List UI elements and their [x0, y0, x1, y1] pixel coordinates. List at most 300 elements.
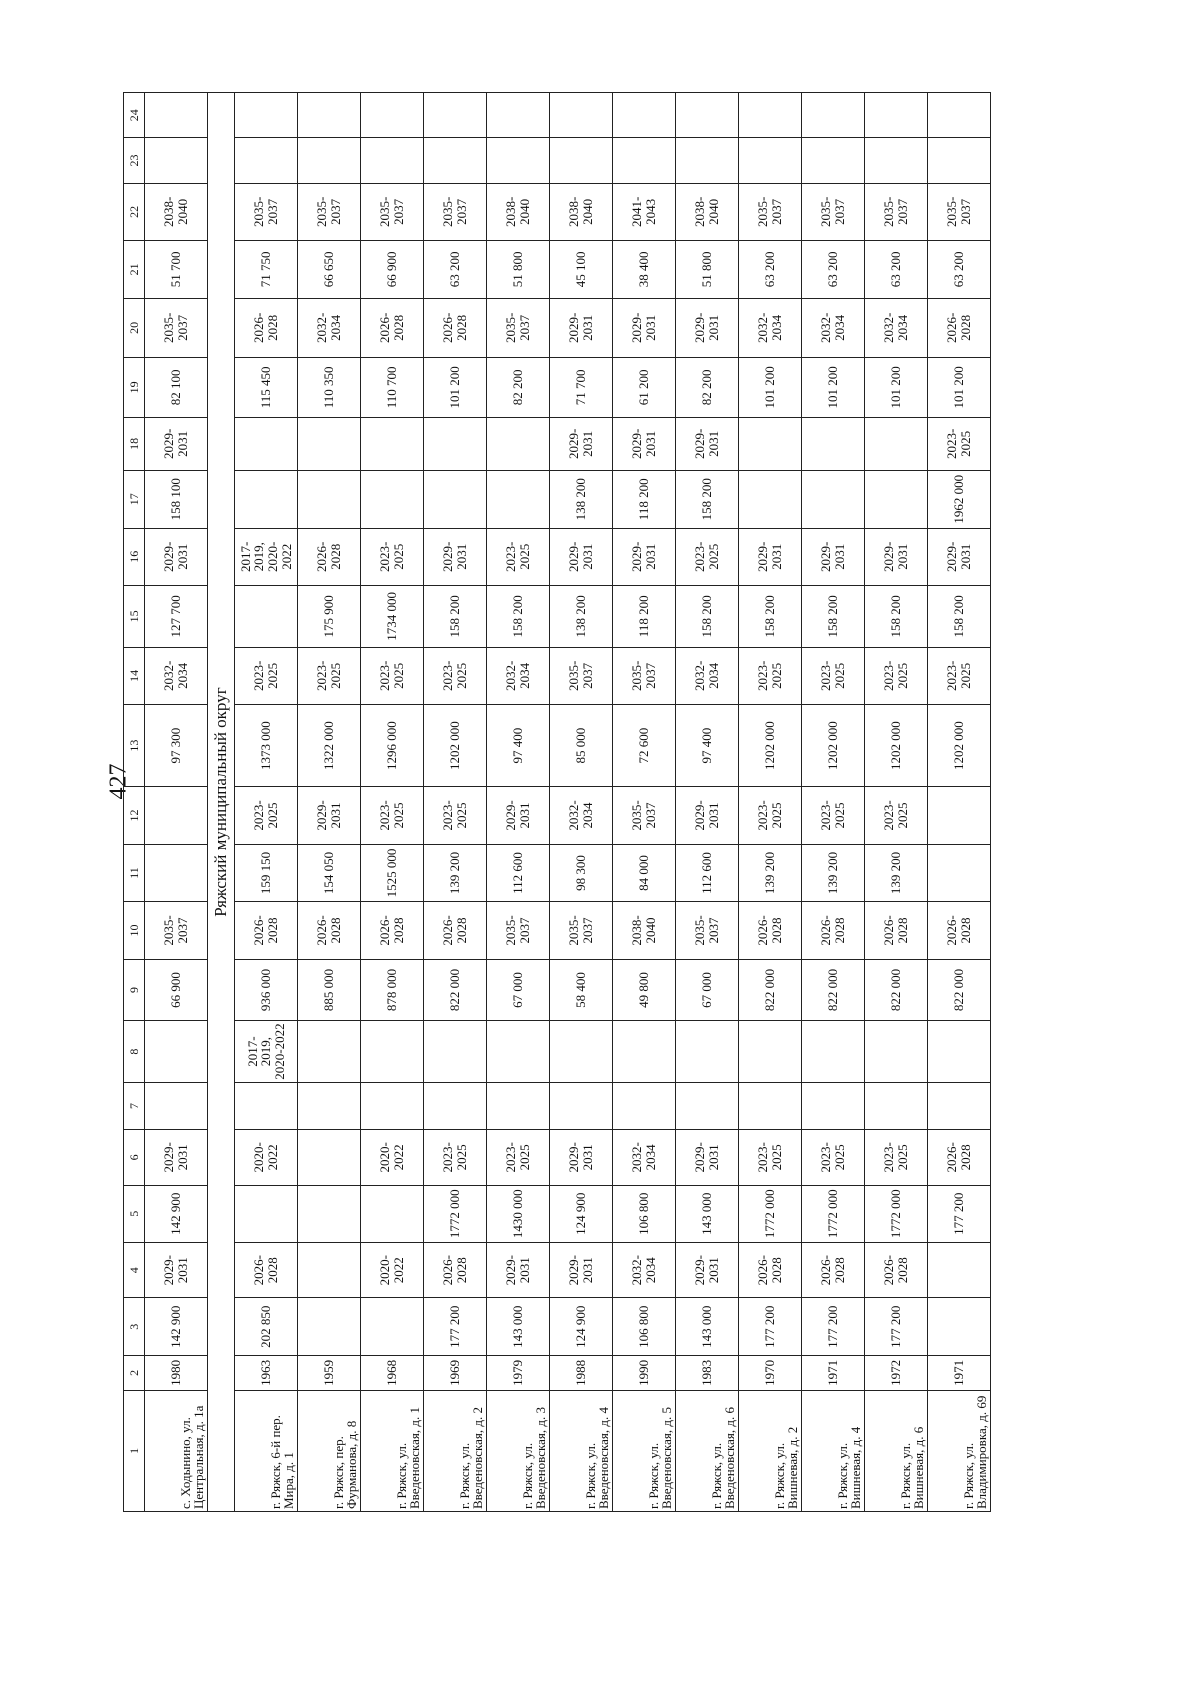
table-cell-col-19: 82 100	[145, 358, 208, 418]
table-cell-col-22: 2035-2037	[361, 183, 424, 240]
table-cell-col-14: 2023-2025	[865, 647, 928, 704]
table-cell-col-12	[928, 787, 991, 844]
table-cell-col-10: 2026-2028	[928, 902, 991, 959]
table-cell-col-23	[235, 138, 298, 183]
table-cell-col-17: 1962 000	[928, 471, 991, 528]
table-cell-col-16: 2026-2028	[298, 528, 361, 585]
table-cell-col-18	[298, 417, 361, 470]
table-cell-col-17	[487, 471, 550, 528]
table-cell-col-19: 110 700	[361, 358, 424, 418]
table-cell-col-8	[145, 1021, 208, 1083]
table-cell-col-19: 61 200	[613, 358, 676, 418]
column-number-22: 22	[124, 183, 145, 240]
table-cell-col-23	[145, 138, 208, 183]
column-number-5: 5	[124, 1185, 145, 1242]
table-cell-col-23	[865, 138, 928, 183]
table-cell-col-4: 2029-2031	[487, 1243, 550, 1298]
table-cell-col-2: 1980	[145, 1355, 208, 1390]
table-cell-col-21: 51 800	[676, 241, 739, 298]
table-cell-col-10: 2026-2028	[739, 902, 802, 959]
table-cell-col-2: 1968	[361, 1355, 424, 1390]
address-cell: г. Ряжск, ул. Введеновская, д. 3	[487, 1390, 550, 1511]
table-cell-col-24	[739, 93, 802, 138]
table-cell-col-11	[145, 844, 208, 901]
table-cell-col-16: 2029-2031	[613, 528, 676, 585]
table-cell-col-24	[928, 93, 991, 138]
table-cell-col-4	[298, 1243, 361, 1298]
table-cell-col-9: 66 900	[145, 959, 208, 1021]
table-cell-col-5	[235, 1185, 298, 1242]
table-cell-col-13: 97 400	[676, 705, 739, 787]
table-cell-col-5	[298, 1185, 361, 1242]
table-cell-col-3: 177 200	[424, 1298, 487, 1355]
table-cell-col-14: 2023-2025	[235, 647, 298, 704]
table-cell-col-17	[865, 471, 928, 528]
table-cell-col-14: 2032-2034	[487, 647, 550, 704]
table-cell-col-5: 142 900	[145, 1185, 208, 1242]
table-cell-col-3	[361, 1298, 424, 1355]
table-cell-col-6: 2029-2031	[676, 1130, 739, 1185]
column-number-10: 10	[124, 902, 145, 959]
table-cell-col-15: 118 200	[613, 586, 676, 648]
table-cell-col-10: 2026-2028	[361, 902, 424, 959]
table-cell-col-19: 82 200	[676, 358, 739, 418]
table-cell-col-8	[865, 1021, 928, 1083]
table-cell-col-6: 2032-2034	[613, 1130, 676, 1185]
table-cell-col-12	[145, 787, 208, 844]
table-cell-col-10: 2035-2037	[487, 902, 550, 959]
table-cell-col-14: 2023-2025	[424, 647, 487, 704]
column-number-14: 14	[124, 647, 145, 704]
table-cell-col-24	[613, 93, 676, 138]
table-cell-col-6: 2029-2031	[145, 1130, 208, 1185]
table-cell-col-13: 97 400	[487, 705, 550, 787]
table-cell-col-12: 2029-2031	[487, 787, 550, 844]
table-cell-col-12: 2023-2025	[865, 787, 928, 844]
table-cell-col-9: 822 000	[928, 959, 991, 1021]
table-cell-col-16: 2023-2025	[676, 528, 739, 585]
table-cell-col-22: 2038-2040	[550, 183, 613, 240]
column-number-4: 4	[124, 1243, 145, 1298]
table-cell-col-23	[802, 138, 865, 183]
table-cell-col-12: 2023-2025	[424, 787, 487, 844]
table-cell-col-3: 106 800	[613, 1298, 676, 1355]
table-cell-col-15: 158 200	[424, 586, 487, 648]
table-cell-col-18	[235, 417, 298, 470]
table-cell-col-2: 1969	[424, 1355, 487, 1390]
table-cell-col-20: 2026-2028	[424, 298, 487, 358]
table-cell-col-11: 112 600	[487, 844, 550, 901]
table-cell-col-16: 2029-2031	[865, 528, 928, 585]
table-cell-col-6: 2023-2025	[424, 1130, 487, 1185]
table-cell-col-9: 67 000	[676, 959, 739, 1021]
table-cell-col-23	[298, 138, 361, 183]
table-cell-col-22: 2035-2037	[235, 183, 298, 240]
table-cell-col-24	[361, 93, 424, 138]
table-cell-col-3: 143 000	[676, 1298, 739, 1355]
table-cell-col-11: 159 150	[235, 844, 298, 901]
table-cell-col-5	[361, 1185, 424, 1242]
address-cell: г. Ряжск, пер. Фурманова, д. 8	[298, 1390, 361, 1511]
table-cell-col-24	[235, 93, 298, 138]
table-cell-col-20: 2029-2031	[676, 298, 739, 358]
table-cell-col-15: 1734 000	[361, 586, 424, 648]
table-cell-col-21: 63 200	[802, 241, 865, 298]
table-row	[802, 93, 865, 1512]
table-cell-col-7	[613, 1082, 676, 1129]
column-number-11: 11	[124, 844, 145, 901]
table-cell-col-17	[298, 471, 361, 528]
table-cell-col-17	[361, 471, 424, 528]
address-cell: с. Ходынино, ул. Центральная, д. 1а	[145, 1390, 208, 1511]
table-cell-col-13: 85 000	[550, 705, 613, 787]
table-cell-col-13: 1202 000	[802, 705, 865, 787]
table-cell-col-9: 878 000	[361, 959, 424, 1021]
table-cell-col-11: 139 200	[802, 844, 865, 901]
table-cell-col-4: 2026-2028	[424, 1243, 487, 1298]
table-row	[424, 93, 487, 1512]
table-cell-col-20: 2032-2034	[298, 298, 361, 358]
table-cell-col-12: 2035-2037	[613, 787, 676, 844]
capital-repair-schedule-table	[123, 92, 991, 1512]
table-row	[298, 93, 361, 1512]
table-cell-col-22: 2038-2040	[676, 183, 739, 240]
table-cell-col-3: 177 200	[802, 1298, 865, 1355]
table-cell-col-13: 1202 000	[865, 705, 928, 787]
table-cell-col-18: 2029-2031	[613, 417, 676, 470]
table-cell-col-6: 2023-2025	[802, 1130, 865, 1185]
table-cell-col-4: 2026-2028	[739, 1243, 802, 1298]
table-cell-col-11: 98 300	[550, 844, 613, 901]
table-row	[928, 93, 991, 1512]
table-row	[550, 93, 613, 1512]
table-cell-col-10: 2038-2040	[613, 902, 676, 959]
table-cell-col-20: 2032-2034	[865, 298, 928, 358]
table-cell-col-2: 1971	[802, 1355, 865, 1390]
table-cell-col-16: 2029-2031	[145, 528, 208, 585]
table-cell-col-20: 2026-2028	[928, 298, 991, 358]
table-cell-col-17: 158 200	[676, 471, 739, 528]
table-cell-col-14: 2023-2025	[361, 647, 424, 704]
table-cell-col-14: 2035-2037	[613, 647, 676, 704]
table-cell-col-9: 58 400	[550, 959, 613, 1021]
table-cell-col-20: 2029-2031	[550, 298, 613, 358]
table-row	[235, 93, 298, 1512]
table-cell-col-9: 885 000	[298, 959, 361, 1021]
table-row	[676, 93, 739, 1512]
table-cell-col-19: 110 350	[298, 358, 361, 418]
table-cell-col-16: 2029-2031	[550, 528, 613, 585]
table-cell-col-14: 2023-2025	[739, 647, 802, 704]
table-cell-col-10: 2026-2028	[298, 902, 361, 959]
table-cell-col-5: 1772 000	[865, 1185, 928, 1242]
table-cell-col-20: 2035-2037	[145, 298, 208, 358]
table-cell-col-5: 1430 000	[487, 1185, 550, 1242]
address-cell: г. Ряжск, ул. Вишневая, д. 2	[739, 1390, 802, 1511]
table-cell-col-6: 2023-2025	[487, 1130, 550, 1185]
table-cell-col-2: 1988	[550, 1355, 613, 1390]
table-cell-col-18	[865, 417, 928, 470]
table-cell-col-11: 139 200	[424, 844, 487, 901]
table-cell-col-16: 2029-2031	[802, 528, 865, 585]
column-number-2: 2	[124, 1355, 145, 1390]
table-cell-col-3	[928, 1298, 991, 1355]
column-number-8: 8	[124, 1021, 145, 1083]
table-cell-col-7	[928, 1082, 991, 1129]
table-cell-col-18	[739, 417, 802, 470]
table-cell-col-2: 1971	[928, 1355, 991, 1390]
page-number: 427	[105, 763, 132, 800]
column-number-6: 6	[124, 1130, 145, 1185]
table-cell-col-3: 177 200	[739, 1298, 802, 1355]
table-cell-col-14: 2023-2025	[802, 647, 865, 704]
table-cell-col-12: 2032-2034	[550, 787, 613, 844]
table-cell-col-6: 2020-2022	[235, 1130, 298, 1185]
table-cell-col-15: 158 200	[739, 586, 802, 648]
table-cell-col-19: 115 450	[235, 358, 298, 418]
table-cell-col-14: 2023-2025	[298, 647, 361, 704]
table-cell-col-9: 822 000	[802, 959, 865, 1021]
table-cell-col-17: 158 100	[145, 471, 208, 528]
table-cell-col-5: 124 900	[550, 1185, 613, 1242]
table-cell-col-19: 71 700	[550, 358, 613, 418]
table-cell-col-19: 101 200	[865, 358, 928, 418]
table-cell-col-9: 822 000	[424, 959, 487, 1021]
column-number-row	[124, 93, 145, 1512]
table-cell-col-10: 2035-2037	[676, 902, 739, 959]
table-cell-col-14: 2023-2025	[928, 647, 991, 704]
table-cell-col-24	[676, 93, 739, 138]
table-cell-col-16: 2029-2031	[424, 528, 487, 585]
table-row	[865, 93, 928, 1512]
column-number-24: 24	[124, 93, 145, 138]
table-cell-col-22: 2035-2037	[739, 183, 802, 240]
table-row	[613, 93, 676, 1512]
table-cell-col-8	[613, 1021, 676, 1083]
address-cell: г. Ряжск, ул. Вишневая, д. 6	[865, 1390, 928, 1511]
table-cell-col-24	[487, 93, 550, 138]
table-row	[145, 93, 208, 1512]
section-row	[208, 93, 235, 1512]
table-cell-col-16: 2029-2031	[928, 528, 991, 585]
table-cell-col-15: 127 700	[145, 586, 208, 648]
column-number-23: 23	[124, 138, 145, 183]
table-cell-col-2: 1990	[613, 1355, 676, 1390]
table-cell-col-7	[424, 1082, 487, 1129]
table-cell-col-8	[550, 1021, 613, 1083]
column-number-9: 9	[124, 959, 145, 1021]
table-cell-col-14: 2032-2034	[145, 647, 208, 704]
table-cell-col-23	[424, 138, 487, 183]
table-cell-col-23	[361, 138, 424, 183]
address-cell: г. Ряжск, ул. Введеновская, д. 1	[361, 1390, 424, 1511]
table-cell-col-16: 2023-2025	[361, 528, 424, 585]
table-cell-col-20: 2026-2028	[235, 298, 298, 358]
table-cell-col-23	[613, 138, 676, 183]
table-cell-col-18	[802, 417, 865, 470]
table-cell-col-15: 158 200	[928, 586, 991, 648]
table-cell-col-14: 2035-2037	[550, 647, 613, 704]
table-cell-col-21: 63 200	[928, 241, 991, 298]
table-cell-col-4: 2029-2031	[145, 1243, 208, 1298]
table-cell-col-11: 112 600	[676, 844, 739, 901]
table-cell-col-10: 2035-2037	[550, 902, 613, 959]
column-number-16: 16	[124, 528, 145, 585]
table-cell-col-2: 1972	[865, 1355, 928, 1390]
table-cell-col-7	[361, 1082, 424, 1129]
table-cell-col-21: 51 800	[487, 241, 550, 298]
table-cell-col-8	[298, 1021, 361, 1083]
table-cell-col-4: 2029-2031	[676, 1243, 739, 1298]
table-cell-col-6: 2026-2028	[928, 1130, 991, 1185]
table-cell-col-21: 66 650	[298, 241, 361, 298]
table-cell-col-21: 51 700	[145, 241, 208, 298]
table-cell-col-8	[361, 1021, 424, 1083]
column-number-13: 13	[124, 705, 145, 787]
table-cell-col-24	[865, 93, 928, 138]
table-cell-col-13: 1296 000	[361, 705, 424, 787]
table-cell-col-20: 2032-2034	[739, 298, 802, 358]
table-cell-col-10: 2035-2037	[145, 902, 208, 959]
table-cell-col-20: 2035-2037	[487, 298, 550, 358]
table-cell-col-11: 84 000	[613, 844, 676, 901]
table-cell-col-23	[550, 138, 613, 183]
column-number-12: 12	[124, 787, 145, 844]
table-cell-col-18	[424, 417, 487, 470]
table-cell-col-6: 2020-2022	[361, 1130, 424, 1185]
table-cell-col-15: 158 200	[676, 586, 739, 648]
table-cell-col-22: 2035-2037	[298, 183, 361, 240]
table-cell-col-20: 2032-2034	[802, 298, 865, 358]
table-cell-col-16: 2029-2031	[739, 528, 802, 585]
table-cell-col-18: 2029-2031	[550, 417, 613, 470]
table-cell-col-8	[802, 1021, 865, 1083]
table-cell-col-7	[676, 1082, 739, 1129]
table-cell-col-5: 1772 000	[802, 1185, 865, 1242]
table-cell-col-2: 1963	[235, 1355, 298, 1390]
table-cell-col-22: 2035-2037	[424, 183, 487, 240]
table-cell-col-15: 158 200	[865, 586, 928, 648]
table-cell-col-4: 2029-2031	[550, 1243, 613, 1298]
table-cell-col-3: 177 200	[865, 1298, 928, 1355]
table-cell-col-15: 158 200	[802, 586, 865, 648]
table-cell-col-12: 2023-2025	[235, 787, 298, 844]
table-cell-col-15	[235, 586, 298, 648]
table-cell-col-18: 2029-2031	[145, 417, 208, 470]
table-cell-col-22: 2038-2040	[487, 183, 550, 240]
table-row	[361, 93, 424, 1512]
table-cell-col-7	[802, 1082, 865, 1129]
table-cell-col-4: 2026-2028	[802, 1243, 865, 1298]
table-cell-col-12: 2029-2031	[298, 787, 361, 844]
table-cell-col-10: 2026-2028	[235, 902, 298, 959]
table-cell-col-15: 175 900	[298, 586, 361, 648]
table-cell-col-24	[298, 93, 361, 138]
table-cell-col-21: 71 750	[235, 241, 298, 298]
table-cell-col-14: 2032-2034	[676, 647, 739, 704]
address-cell: г. Ряжск, ул. Введеновская, д. 6	[676, 1390, 739, 1511]
table-cell-col-3	[298, 1298, 361, 1355]
column-number-7: 7	[124, 1082, 145, 1129]
table-cell-col-9: 822 000	[739, 959, 802, 1021]
table-cell-col-9: 49 800	[613, 959, 676, 1021]
table-cell-col-22: 2041-2043	[613, 183, 676, 240]
column-number-19: 19	[124, 358, 145, 418]
table-cell-col-15: 138 200	[550, 586, 613, 648]
table-cell-col-4: 2032-2034	[613, 1243, 676, 1298]
section-title: Ряжский муниципальный округ	[208, 93, 235, 1512]
table-cell-col-7	[865, 1082, 928, 1129]
table-cell-col-13: 97 300	[145, 705, 208, 787]
table-cell-col-22: 2038-2040	[145, 183, 208, 240]
table-cell-col-12: 2023-2025	[802, 787, 865, 844]
table-cell-col-10: 2026-2028	[802, 902, 865, 959]
table-cell-col-6: 2023-2025	[739, 1130, 802, 1185]
table-cell-col-13: 72 600	[613, 705, 676, 787]
table-cell-col-5: 106 800	[613, 1185, 676, 1242]
table-cell-col-7	[235, 1082, 298, 1129]
table-cell-col-7	[487, 1082, 550, 1129]
table-cell-col-9: 822 000	[865, 959, 928, 1021]
column-number-1: 1	[124, 1390, 145, 1511]
table-cell-col-2: 1979	[487, 1355, 550, 1390]
column-number-20: 20	[124, 298, 145, 358]
table-cell-col-12: 2023-2025	[739, 787, 802, 844]
table-cell-col-17: 118 200	[613, 471, 676, 528]
table-cell-col-19: 101 200	[739, 358, 802, 418]
table-cell-col-7	[739, 1082, 802, 1129]
table-cell-col-5: 143 000	[676, 1185, 739, 1242]
table-row	[739, 93, 802, 1512]
column-number-17: 17	[124, 471, 145, 528]
table-cell-col-19: 101 200	[802, 358, 865, 418]
table-cell-col-8	[424, 1021, 487, 1083]
table-cell-col-6	[298, 1130, 361, 1185]
table-cell-col-16: 2023-2025	[487, 528, 550, 585]
table-cell-col-16: 2017-2019, 2020-2022	[235, 528, 298, 585]
table-cell-col-10: 2026-2028	[865, 902, 928, 959]
table-cell-col-2: 1983	[676, 1355, 739, 1390]
table-cell-col-21: 63 200	[739, 241, 802, 298]
address-cell: г. Ряжск, ул. Владимировка, д. 69	[928, 1390, 991, 1511]
table-cell-col-2: 1970	[739, 1355, 802, 1390]
table-cell-col-21: 63 200	[865, 241, 928, 298]
table-cell-col-10: 2026-2028	[424, 902, 487, 959]
table-cell-col-8	[739, 1021, 802, 1083]
table-cell-col-5: 1772 000	[424, 1185, 487, 1242]
table-cell-col-13: 1373 000	[235, 705, 298, 787]
table-cell-col-12: 2029-2031	[676, 787, 739, 844]
table-cell-col-24	[802, 93, 865, 138]
address-cell: г. Ряжск, ул. Введеновская, д. 4	[550, 1390, 613, 1511]
table-cell-col-23	[739, 138, 802, 183]
table-cell-col-9: 936 000	[235, 959, 298, 1021]
table-cell-col-22: 2035-2037	[865, 183, 928, 240]
table-cell-col-17	[235, 471, 298, 528]
table-cell-col-7	[145, 1082, 208, 1129]
table-cell-col-11: 1525 000	[361, 844, 424, 901]
table-cell-col-4	[928, 1243, 991, 1298]
table-cell-col-23	[928, 138, 991, 183]
table-cell-col-11	[928, 844, 991, 901]
table-cell-col-3: 202 850	[235, 1298, 298, 1355]
rotated-table-sheet	[123, 92, 1059, 1512]
table-cell-col-20: 2026-2028	[361, 298, 424, 358]
column-number-21: 21	[124, 241, 145, 298]
table-cell-col-13: 1202 000	[424, 705, 487, 787]
table-cell-col-21: 45 100	[550, 241, 613, 298]
table-cell-col-19: 82 200	[487, 358, 550, 418]
